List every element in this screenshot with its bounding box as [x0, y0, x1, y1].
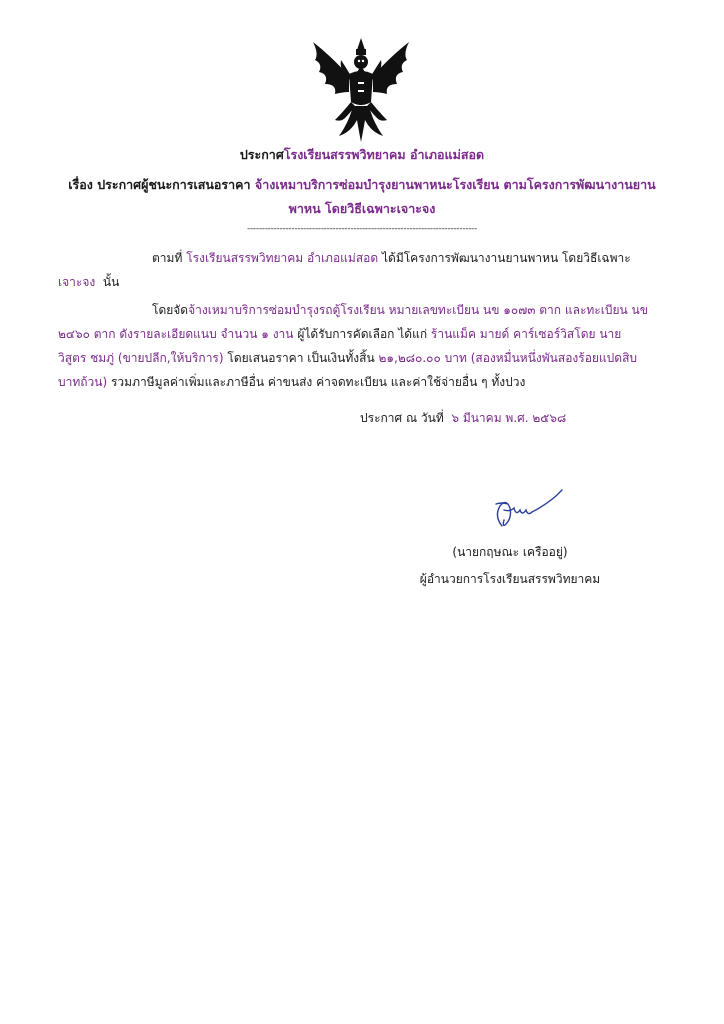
- text-segment: ตามที่: [152, 251, 183, 265]
- text-segment: ๒๔๖๐ ตาก ดังรายละเอียดแนบ จำนวน ๑ งาน: [58, 327, 294, 341]
- text-segment: เจาะจง: [58, 275, 96, 289]
- subject-prefix: เรื่อง ประกาศผู้ชนะการเสนอราคา: [68, 177, 251, 192]
- paragraph-line: [58, 370, 648, 394]
- vendor-name: ร้านแม็ค มายด์ คาร์เซอร์วิสโดย นาย: [430, 327, 622, 341]
- date-value: ๖ มีนาคม พ.ศ. ๒๕๖๘: [451, 411, 567, 425]
- price-amount: ๒๑,๒๘๐.๐๐ บาท (สองหมื่นหนึ่งพันสองร้อยแปดสิบ: [378, 351, 638, 365]
- vendor-name-continued: วิสูตร ชมภู่ (ขายปลีก,ให้บริการ): [58, 351, 224, 365]
- announcement-date: [360, 409, 566, 428]
- announcement-title: [0, 144, 724, 166]
- paragraph-line: [70, 246, 660, 270]
- text-segment: เป็นเงินทั้งสิ้น: [307, 351, 375, 365]
- paragraph-line: [58, 346, 648, 370]
- paragraph-line: [58, 298, 648, 322]
- subject-line: [0, 174, 724, 196]
- text-segment: โดยเสนอราคา: [227, 351, 304, 365]
- text-segment: รวมภาษีมูลค่าเพิ่มและภาษีอื่น ค่าขนส่ง ค่าจดทะเบียน และค่าใช้จ่ายอื่น ๆ ทั้งปวง: [110, 375, 526, 389]
- signatory-name: (นายกฤษณะ เครืออยู่): [452, 545, 568, 559]
- paragraph-details: [58, 298, 648, 394]
- school-name: โรงเรียนสรรพวิทยาคม อำเภอแม่สอด: [283, 147, 485, 162]
- text-segment: ได้มีโครงการพัฒนางานยานพาหน โดยวิธีเฉพาะ: [381, 251, 631, 265]
- service-description: จ้างเหมาบริการซ่อมบำรุงรถตู้โรงเรียน หมายเลขทะเบียน นข ๑๐๗๓ ตาก และทะเบียน นข: [188, 303, 648, 317]
- paragraph-line: [58, 270, 660, 294]
- signatory-position: ผู้อำนวยการโรงเรียนสรรพวิทยาคม: [419, 572, 601, 586]
- paragraph-intro: [58, 246, 660, 294]
- subject-title: จ้างเหมาบริการซ่อมบำรุงยานพาหนะโรงเรียน ตามโครงการพัฒนางานยาน: [254, 177, 656, 192]
- separator-line: ------------------------------------------------------------------------------: [247, 224, 477, 234]
- date-prefix: ประกาศ ณ วันที่: [360, 411, 444, 425]
- title-prefix: ประกาศ: [239, 147, 284, 162]
- paragraph-line: [58, 322, 648, 346]
- subject-title-continued: พาหน โดยวิธีเฉพาะเจาะจง: [288, 201, 436, 216]
- garuda-emblem-icon: [305, 36, 417, 144]
- text-segment: ผู้ได้รับการคัดเลือก ได้แก่: [297, 327, 428, 341]
- text-segment: นั้น: [102, 275, 120, 289]
- school-name-inline: โรงเรียนสรรพวิทยาคม อำเภอแม่สอด: [186, 251, 379, 265]
- handwritten-signature: [480, 486, 570, 534]
- price-amount-continued: บาทถ้วน): [58, 375, 108, 389]
- text-segment: โดยจัด: [152, 303, 189, 317]
